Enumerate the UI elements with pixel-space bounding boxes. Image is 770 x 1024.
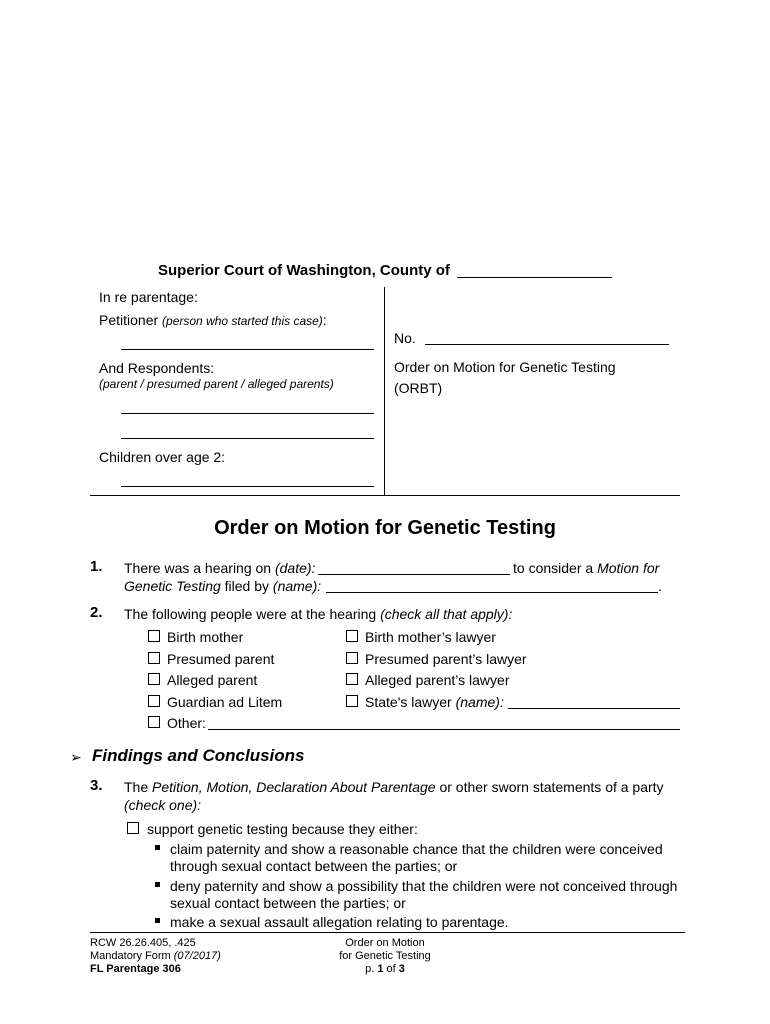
footer-rule — [90, 932, 685, 933]
presumed-parent-lawyer-checkbox[interactable] — [346, 652, 358, 664]
respondents-label: And Respondents: — [99, 360, 215, 376]
bullet-2 — [155, 882, 160, 887]
states-lawyer-label: State's lawyer (name): — [365, 694, 504, 710]
county-field[interactable] — [457, 277, 612, 278]
item-1-line1b: to consider a Motion for — [513, 560, 660, 576]
footer-mandatory: Mandatory Form (07/2017) — [90, 950, 221, 962]
other-label: Other: — [167, 715, 206, 731]
bullet-3 — [155, 918, 160, 923]
item-1-period: . — [658, 578, 662, 594]
states-lawyer-checkbox[interactable] — [346, 695, 358, 707]
item-3-check-one: (check one): — [124, 797, 202, 813]
item-1-line1: There was a hearing on (date): — [124, 560, 316, 576]
alleged-parent-checkbox[interactable] — [148, 673, 160, 685]
in-re-label: In re parentage: — [99, 289, 198, 305]
bullet-3-line1: make a sexual assault allegation relating to parentage. — [170, 914, 509, 930]
support-testing-checkbox[interactable] — [127, 822, 139, 834]
page-title: Order on Motion for Genetic Testing — [214, 517, 556, 539]
footer-center-1: Order on Motion — [345, 937, 425, 949]
birth-mother-checkbox[interactable] — [148, 630, 160, 642]
birth-mother-label: Birth mother — [167, 629, 244, 645]
doc-title-line1: Order on Motion for Genetic Testing — [394, 359, 616, 375]
item-1-number: 1. — [90, 558, 103, 575]
court-heading: Superior Court of Washington, County of — [158, 262, 450, 279]
findings-heading: Findings and Conclusions — [92, 746, 305, 765]
bullet-1-line2: through sexual contact between the parties; or — [170, 858, 458, 874]
respondent-field-2[interactable] — [121, 438, 374, 439]
footer-center-2: for Genetic Testing — [339, 950, 431, 962]
alleged-parent-label: Alleged parent — [167, 672, 258, 688]
item-3-text: The Petition, Motion, Declaration About Parentage or other sworn statements of a party — [124, 779, 664, 795]
other-checkbox[interactable] — [148, 716, 160, 728]
hearing-date-field[interactable] — [318, 574, 510, 575]
respondent-field-1[interactable] — [121, 413, 374, 414]
other-field[interactable] — [208, 729, 680, 730]
item-2-text: The following people were at the hearing (check all that apply): — [124, 606, 513, 622]
presumed-parent-label: Presumed parent — [167, 651, 275, 667]
respondents-note: (parent / presumed parent / alleged parents) — [99, 377, 334, 391]
support-testing-label: support genetic testing because they either: — [147, 821, 418, 837]
bullet-1 — [155, 845, 160, 850]
birth-mother-lawyer-label: Birth mother’s lawyer — [365, 629, 496, 645]
states-lawyer-name-field[interactable] — [508, 708, 680, 709]
footer-form-id: FL Parentage 306 — [90, 963, 181, 975]
caption-bottom-rule — [90, 495, 680, 496]
item-1-line2: Genetic Testing filed by (name): — [124, 578, 322, 594]
presumed-parent-lawyer-label: Presumed parent’s lawyer — [365, 651, 527, 667]
bullet-2-line1: deny paternity and show a possibility that the children were not conceived through — [170, 878, 678, 894]
doc-title-line2: (ORBT) — [394, 380, 443, 396]
bullet-2-line2: sexual contact between the parties; or — [170, 895, 406, 911]
alleged-parent-lawyer-label: Alleged parent’s lawyer — [365, 672, 510, 688]
petitioner-note: (person who started this case) — [162, 314, 323, 328]
item-2-number: 2. — [90, 604, 103, 621]
item-3-number: 3. — [90, 777, 103, 794]
presumed-parent-checkbox[interactable] — [148, 652, 160, 664]
footer-page-number: p. 1 of 3 — [365, 963, 405, 975]
filed-by-name-field[interactable] — [326, 592, 658, 593]
footer-rcw: RCW 26.26.405, .425 — [90, 937, 196, 949]
birth-mother-lawyer-checkbox[interactable] — [346, 630, 358, 642]
findings-arrow-icon: ➢ — [70, 749, 82, 765]
bullet-1-line1: claim paternity and show a reasonable chance that the children were conceived — [170, 841, 663, 857]
alleged-parent-lawyer-checkbox[interactable] — [346, 673, 358, 685]
petitioner-label: Petitioner (person who started this case): — [99, 312, 327, 328]
guardian-ad-litem-checkbox[interactable] — [148, 695, 160, 707]
guardian-ad-litem-label: Guardian ad Litem — [167, 694, 283, 710]
case-number-label: No. — [394, 330, 416, 346]
case-number-field[interactable] — [425, 344, 669, 345]
children-field[interactable] — [121, 486, 374, 487]
caption-divider — [384, 287, 385, 496]
petitioner-field[interactable] — [121, 349, 374, 350]
children-label: Children over age 2: — [99, 449, 226, 465]
